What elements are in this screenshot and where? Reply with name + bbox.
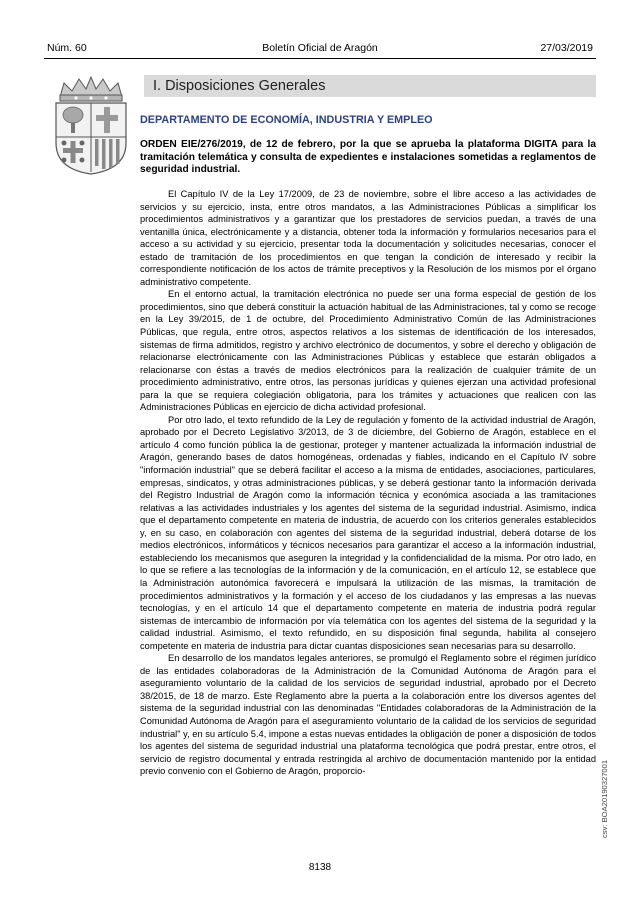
csv-code: csv: BOA20190327001 <box>600 759 609 838</box>
paragraph-2: En el entorno actual, la tramitación electrónica no puede ser una forma especial de gestión de los procedimientos, sino que deberá constituir la actuación habitual de las Administraciones, tal y como se recoge en la Ley 39/2015, de 1 de octubre, del Procedimiento Administrativo Común de las Administraciones Públicas, que regula, entre otros, aspectos relativos a los sistemas de identificación de los interesados, sistemas de firma admitidos, registro y archivo electrónico de documentos, y sobre el derecho y obligación de relacionarse electrónicamente con las Administraciones Públicas y establece que estarán obligados a relacionarse con éstas a través de medios electrónicos para la realización de cualquier trámite de un procedimiento administrativo, entre otros, las personas jurídicas y quienes ejerzan una actividad profesional para la que se requiera colegiación obligatoria, para los trámites y actuaciones que realicen con las Administraciones Públicas en ejercicio de dicha actividad profesional. <box>140 289 596 413</box>
issue-date: 27/03/2019 <box>540 42 593 54</box>
section-title: I. Disposiciones Generales <box>153 78 326 94</box>
order-title: ORDEN EIE/276/2019, de 12 de febrero, por la que se aprueba la plataforma DIGITA para la tramitación telemática y consulta de expedientes e instalaciones sometidas a reglamentos de seguridad industrial. <box>140 139 596 176</box>
paragraph-4: En desarrollo de los mandatos legales anteriores, se promulgó el Reglamento sobre el régimen jurídico de las entidades colaboradoras de la Administración de la Comunidad Autónoma de Aragón para el aseguramiento voluntario de la calidad de los servicios de seguridad industrial, aprobado por el Decreto 38/2015, de 18 de marzo. Este Reglamento abre la puerta a la colaboración entre los diversos agentes del sistema de la seguridad industrial con las denominadas "Entidades colaboradoras de la Administración de la Comunidad Autónoma de Aragón para el aseguramiento voluntario de la calidad de los servicios de seguridad industrial" y, en su artículo 5.4, impone a estas nuevas entidades la obligación de poner a disposición de todos los agentes del sistema de seguridad industrial una plataforma tecnológica que podrá prestar, entre otros, el servicio de registro documental y entrada restringida al archivo de documentación mantenido por la entidad previo convenio con el Gobierno de Aragón, proporcio- <box>140 653 596 777</box>
aragon-coat-of-arms-icon <box>46 75 136 175</box>
department-heading: DEPARTAMENTO DE ECONOMÍA, INDUSTRIA Y EMPLEO <box>140 114 433 126</box>
header-rule <box>44 58 596 59</box>
paragraph-3: Por otro lado, el texto refundido de la Ley de regulación y fomento de la actividad industrial de Aragón, aprobado por el Decreto Legislativo 3/2013, de 3 de diciembre, del Gobierno de Aragón, establece en el artículo 4 como función pública la de gestionar, proteger y mantener actualizada la información industrial de Aragón, generando bases de datos homogéneas, ordenadas y fiables, indicando en el Capítulo IV sobre "información industrial" que se deberá facilitar el acceso a la misma de entidades, asociaciones, particulares, empresas, sindicatos, y otras administraciones públicas, y se deberá gestionar tanto la información derivada del Registro Industrial de Aragón como la información técnica y económica asociada a las tramitaciones relativas a las actividades industriales y los agentes del sistema de la seguridad industrial. Asimismo, indica que el departamento competente en materia de industria, de acuerdo con los criterios generales establecidos y, en su caso, en colaboración con agentes del sistema de la seguridad industrial, deberá dotarse de los medios electrónicos, informáticos y técnicos necesarios para garantizar el acceso a la información industrial, estableciendo los mecanismos que aseguren la integridad y la confidencialidad de la misma. Por otro lado, en lo que se refiere a las tecnologías de la información y de la comunicación, en el artículo 12, se establece que la Administración autonómica favorecerá e impulsará la utilización de las mismas, la tramitación de procedimientos administrativos y la formación y el acceso de los ciudadanos y las empresas a las nuevas tecnologías, y en el artículo 14 que el departamento competente en materia de industria podrá regular sistemas de intercambio de información por vía telemática con los agentes del sistema de la seguridad y la calidad industrial. Asimismo, el texto refundido, en su disposición final segunda, habilita al consejero competente en materia de industria para dictar cuantas disposiciones sean necesarias para su desarrollo. <box>140 414 596 651</box>
issue-number: Núm. 60 <box>47 42 87 54</box>
journal-name: Boletín Oficial de Aragón <box>262 42 378 54</box>
paragraph-1: El Capítulo IV de la Ley 17/2009, de 23 de noviembre, sobre el libre acceso a las actividades de servicios y su ejercicio, insta, entre otros mandatos, a las Administraciones Públicas a simplificar los procedimientos administrativos y a garantizar que los prestadores de servicios puedan, a través de una ventanilla única, electrónicamente y a distancia, obtener toda la información y formularios necesarios para el acceso a su actividad y su ejercicio, presentar toda la documentación y solicitudes necesarias, conocer el estado de tramitación de los procedimientos en que tengan la condición de interesado y recibir la correspondiente notificación de los actos de trámite preceptivos y la Resolución de los mismos por el órgano administrativo competente. <box>140 189 596 287</box>
body-text <box>140 188 596 778</box>
page-number: 8138 <box>308 862 332 873</box>
